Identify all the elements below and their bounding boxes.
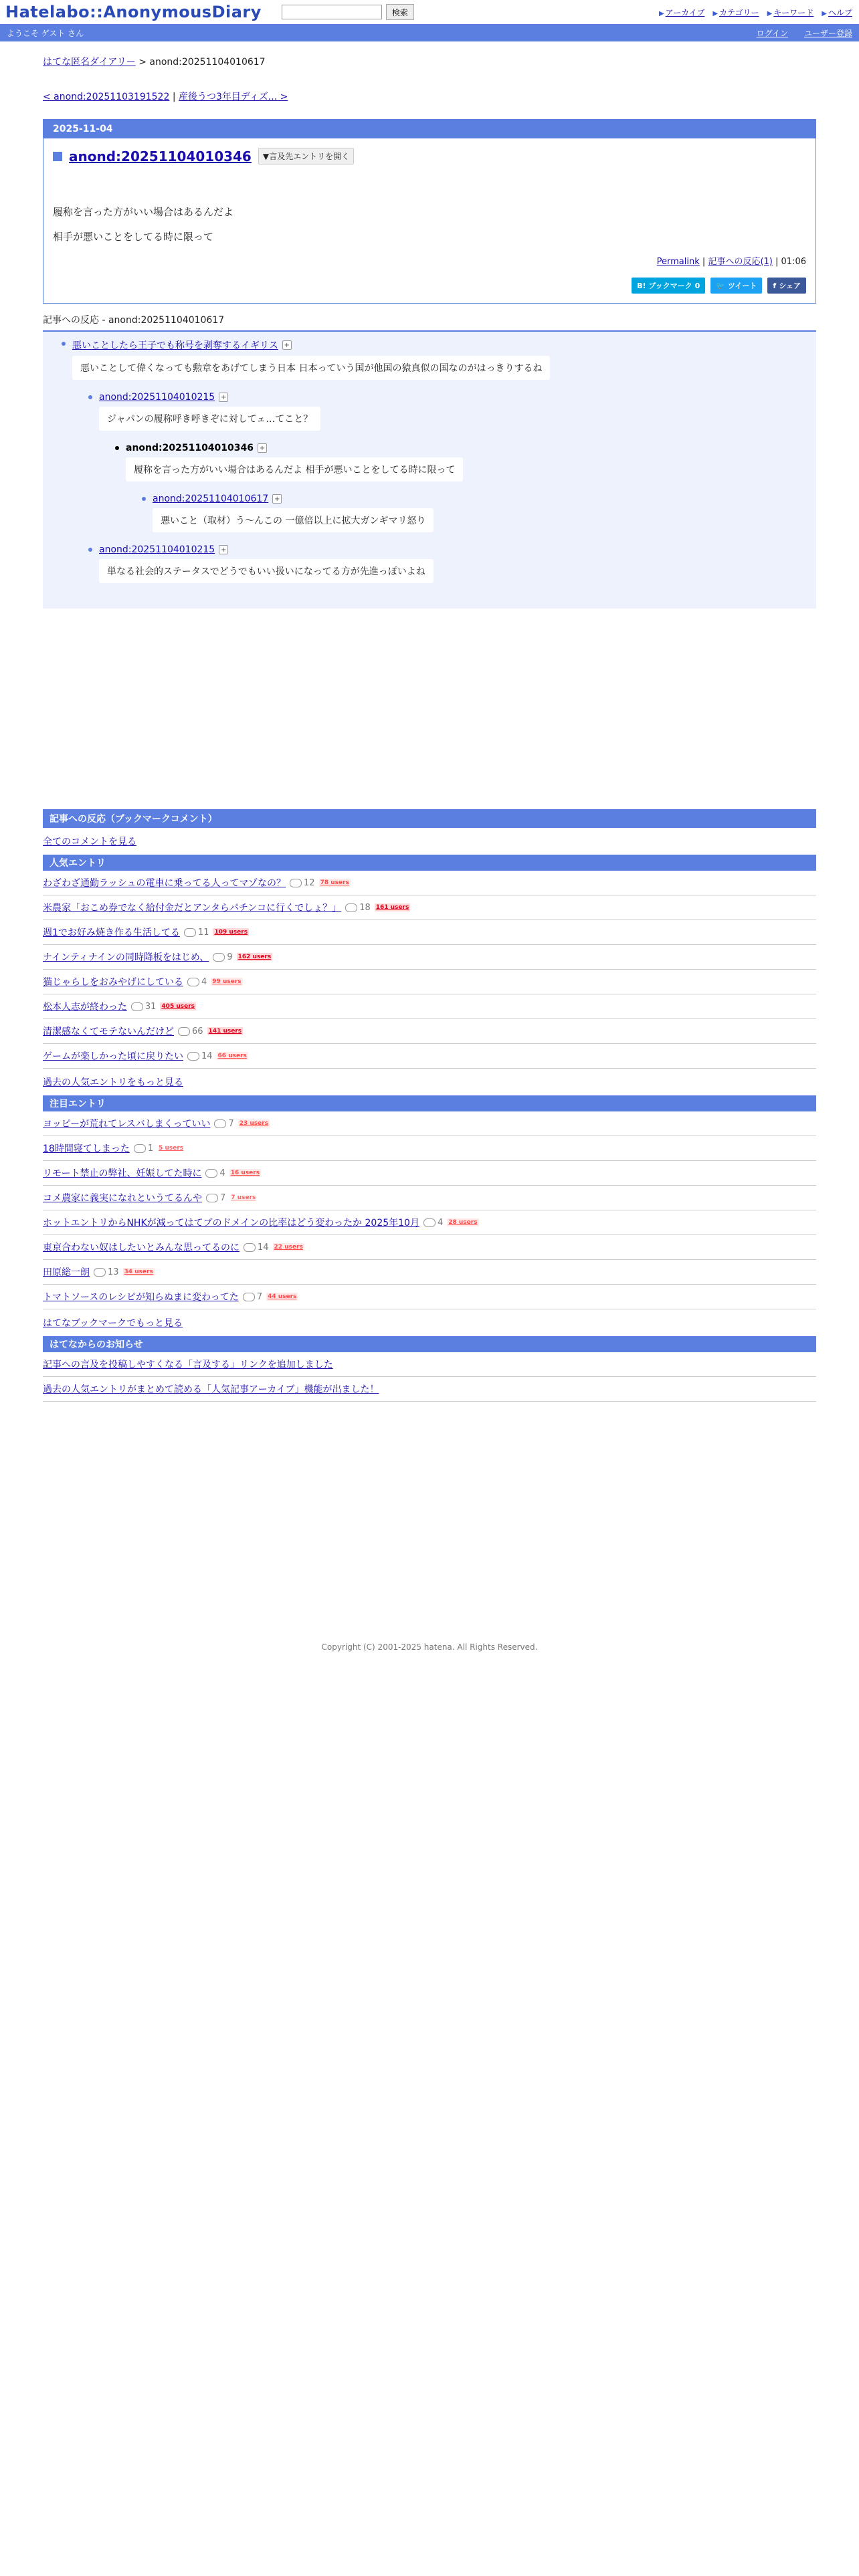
entry-row — [43, 871, 816, 895]
popular-more-link[interactable]: 過去の人気エントリをもっと見る — [43, 1077, 183, 1088]
entry-body — [53, 205, 806, 243]
twitter-icon: 🐦 — [716, 281, 725, 290]
bullet-icon — [115, 446, 119, 450]
comment-count[interactable] — [290, 878, 315, 888]
users-badge[interactable]: 109 users — [214, 929, 248, 936]
users-badge[interactable]: 7 users — [231, 1194, 256, 1201]
users-badge[interactable]: 162 users — [237, 954, 272, 960]
comment-count[interactable] — [134, 1144, 153, 1154]
entry-row — [43, 1285, 816, 1309]
entry-link[interactable]: 松本人志が終わった — [43, 1002, 127, 1012]
all-comments-link[interactable]: 全てのコメントを見る — [43, 837, 136, 847]
bullet-icon — [142, 497, 146, 501]
footer-sep: | — [775, 257, 779, 267]
open-reference-button[interactable]: ▼言及先エントリを開く — [258, 148, 354, 165]
users-badge[interactable]: 161 users — [375, 904, 409, 911]
entry-row — [43, 1235, 816, 1260]
users-badge[interactable]: 66 users — [217, 1053, 247, 1059]
comment-bubble-icon — [213, 953, 225, 962]
users-badge[interactable]: 405 users — [161, 1003, 195, 1010]
comment-count[interactable] — [213, 952, 232, 962]
comment-count[interactable] — [187, 1051, 213, 1061]
entry-link[interactable]: ナインティナインの同時降板をはじめ、 — [43, 952, 209, 963]
expand-icon[interactable]: + — [219, 545, 228, 554]
comment-count[interactable] — [423, 1218, 443, 1228]
day-body — [43, 138, 816, 303]
comment-bubble-icon — [205, 1169, 217, 1178]
comment-count-value: 4 — [201, 976, 207, 987]
entry-row — [43, 945, 816, 970]
register-link[interactable]: ユーザー登録 — [803, 28, 852, 38]
comment-count-value: 4 — [219, 1168, 225, 1178]
tree-node — [99, 392, 816, 532]
tree-node-text: 単なる社会的ステータスでどうでもいい扱いになってる方が先進っぽいよね — [99, 559, 434, 583]
entry-link[interactable]: 週1でお好み焼き作る生活してる — [43, 928, 180, 938]
top-nav — [659, 7, 852, 18]
pager-next[interactable]: 産後うつ3年目ディズ... > — [179, 92, 288, 102]
expand-icon[interactable]: + — [282, 340, 292, 350]
comment-bubble-icon — [134, 1144, 146, 1153]
search-input[interactable] — [282, 5, 382, 19]
nav-category-link[interactable]: カテゴリー — [719, 8, 759, 17]
comment-bubble-icon — [94, 1268, 106, 1277]
entry-row — [43, 1136, 816, 1161]
entry-link[interactable]: 猫じゃらしをおみやげにしている — [43, 977, 183, 988]
entry-row — [43, 920, 816, 945]
triangle-icon: ▶ — [712, 10, 719, 17]
tree-node — [99, 544, 816, 583]
pager-sep: | — [172, 92, 176, 102]
entry-row — [43, 994, 816, 1019]
users-badge[interactable]: 23 users — [239, 1120, 269, 1127]
triangle-icon: ▶ — [767, 10, 773, 17]
comment-count-value: 31 — [145, 1001, 157, 1012]
breadcrumb — [43, 55, 816, 68]
comment-bubble-icon — [184, 928, 196, 937]
entry-link[interactable]: 米農家「おこめ券でなく給付金だとアンタらパチンコに行くでしょ？」 — [43, 903, 342, 914]
entry-row — [43, 1111, 816, 1136]
entry-link[interactable]: トマトソースのレシピが知らぬまに変わってた — [43, 1292, 239, 1303]
comment-count-value: 7 — [220, 1192, 226, 1203]
nav-help[interactable] — [822, 7, 852, 18]
comment-bubble-icon — [187, 1052, 199, 1061]
comment-bubble-icon — [131, 1002, 143, 1011]
comment-count-value: 13 — [108, 1267, 119, 1277]
users-badge[interactable]: 99 users — [212, 978, 242, 985]
notable-entries-header: 注目エントリ — [43, 1095, 816, 1111]
expand-icon[interactable]: + — [272, 494, 282, 504]
day-date: 2025-11-04 — [43, 120, 816, 138]
user-links — [757, 27, 852, 39]
entry-title[interactable]: anond:20251104010346 — [69, 148, 252, 165]
comment-count[interactable] — [184, 928, 209, 938]
entry-link[interactable]: コメ農家に義実になれというてるんや — [43, 1193, 202, 1204]
tree-node-text: 履称を言った方がいい場合はあるんだよ 相手が悪いことをしてる時に限って — [126, 457, 463, 481]
entry-link[interactable]: わざわざ通勤ラッシュの電車に乗ってる人ってマゾなの？ — [43, 878, 286, 889]
news-link[interactable]: 記事への言及を投稿しやすくなる「言及する」リンクを追加しました — [43, 1360, 333, 1370]
popular-entries-list — [43, 871, 816, 1069]
comment-count[interactable] — [206, 1193, 225, 1203]
search-button[interactable]: 検索 — [386, 4, 414, 20]
entry-link[interactable]: 田原総一朗 — [43, 1267, 90, 1278]
popular-entries-header: 人気エントリ — [43, 855, 816, 871]
users-badge[interactable]: 5 users — [159, 1145, 184, 1152]
tree-node-text: 悪いことして偉くなっても勲章をあげてしまう日本 日本っていう国が他国の猿真似の国なのがはっきりするね — [72, 356, 550, 380]
tweet-button[interactable] — [710, 278, 762, 294]
facebook-share-label: シェア — [779, 282, 801, 290]
nav-archive-link[interactable]: アーカイブ — [665, 8, 705, 17]
comment-count[interactable] — [187, 977, 207, 987]
users-badge[interactable]: 22 users — [274, 1244, 303, 1251]
comment-count-value: 14 — [258, 1242, 269, 1253]
hatena-bookmark-label: B! ブックマーク — [637, 282, 692, 290]
entry-row — [43, 1260, 816, 1285]
triangle-icon: ▶ — [822, 10, 827, 17]
comment-count[interactable] — [131, 1002, 157, 1012]
news-item — [43, 1377, 816, 1402]
users-badge[interactable]: 141 users — [208, 1028, 242, 1035]
comment-count-value: 11 — [197, 927, 209, 938]
popular-more-row — [43, 1069, 816, 1095]
entry-link[interactable]: ゲームが楽しかった頃に戻りたい — [43, 1051, 183, 1062]
copyright: Copyright (C) 2001-2025 hatena. All Rights Reserved. — [321, 1642, 538, 1652]
main-content — [43, 55, 816, 1652]
breadcrumb-current: anond:20251104010617 — [149, 57, 266, 68]
entry-title-row — [53, 148, 806, 165]
notable-more-link[interactable]: はてなブックマークでもっと見る — [43, 1318, 183, 1329]
diary-day — [43, 119, 816, 304]
comment-bubble-icon — [178, 1027, 190, 1036]
ad-space — [43, 609, 816, 809]
comment-bubble-icon — [214, 1119, 226, 1128]
tree-node-text: ジャパンの履称呼き呼きぞに対してェ…てこと？ — [99, 407, 320, 431]
comment-count[interactable] — [214, 1119, 233, 1129]
bookmark-comments-header: 記事への反応（ブックマークコメント） — [43, 809, 816, 828]
entry-row — [43, 970, 816, 994]
notable-entries-list — [43, 1111, 816, 1309]
comment-bubble-icon — [187, 978, 199, 986]
news-link[interactable]: 過去の人気エントリがまとめて読める「人気記事アーカイブ」機能が出ました！ — [43, 1384, 379, 1395]
users-badge[interactable]: 44 users — [268, 1293, 297, 1300]
nav-category[interactable] — [712, 7, 759, 18]
entry-row — [43, 1186, 816, 1210]
welcome-text: ようこそ ゲスト さん — [7, 28, 84, 38]
comment-bubble-icon — [206, 1194, 218, 1202]
nav-archive[interactable] — [659, 7, 704, 18]
comment-count-value: 66 — [192, 1026, 203, 1037]
user-bar — [0, 24, 859, 41]
expand-icon[interactable]: + — [219, 393, 228, 402]
nav-keyword[interactable] — [767, 7, 814, 18]
search-area — [282, 4, 414, 20]
permalink[interactable]: Permalink — [656, 257, 700, 267]
tree-node — [72, 338, 816, 583]
tree-node-text: 悪いこと（取材）う〜んこの 一億倍以上に拡大ガンギマリ怒り — [153, 508, 434, 532]
tree-level-4 — [153, 494, 816, 532]
comment-count-value: 7 — [256, 1291, 263, 1302]
hatena-bookmark-count: 0 — [694, 281, 700, 290]
entry-link[interactable]: リモート禁止の弊社、妊娠してた時に — [43, 1168, 202, 1179]
entry-link[interactable]: 18時間寝てしまった — [43, 1144, 130, 1154]
tweet-label: ツイート — [727, 282, 757, 290]
comment-count-value: 18 — [359, 902, 371, 913]
hatena-bookmark-button[interactable] — [632, 278, 705, 294]
comment-bubble-icon — [423, 1218, 436, 1227]
reactions-title: 記事への反応 - anond:20251104010617 — [43, 315, 225, 326]
users-badge[interactable]: 28 users — [448, 1219, 478, 1226]
comment-count[interactable] — [244, 1243, 269, 1253]
tree-level-2 — [99, 392, 816, 583]
facebook-share-button[interactable] — [767, 278, 806, 294]
comment-count-value: 12 — [304, 877, 315, 888]
reaction-tree — [43, 330, 816, 609]
bullet-icon — [88, 548, 92, 552]
pager-prev[interactable]: < anond:20251103191522 — [43, 92, 170, 102]
news-item — [43, 1352, 816, 1377]
tree-node — [153, 494, 816, 532]
expand-icon[interactable]: + — [258, 443, 267, 453]
users-badge[interactable]: 16 users — [230, 1170, 260, 1176]
entry-link[interactable]: ヨッピーが荒れてレスバしまくっていい — [43, 1119, 211, 1130]
share-row — [53, 278, 806, 294]
entry-row — [43, 1019, 816, 1044]
bullet-icon — [62, 342, 66, 346]
entry-paragraph: 相手が悪いことをしてる時に限って — [53, 231, 214, 243]
tree-node-title[interactable]: 悪いことしたら王子でも称号を剥奪するイギリス — [72, 340, 278, 351]
entry-row — [43, 1161, 816, 1186]
tree-node-title[interactable]: anond:20251104010215 — [99, 392, 215, 403]
news-header: はてなからのお知らせ — [43, 1336, 816, 1352]
comment-bubble-icon — [345, 903, 357, 912]
comment-count[interactable] — [345, 903, 371, 913]
comment-count-value: 14 — [201, 1051, 213, 1061]
breadcrumb-sep: > — [138, 57, 147, 68]
entry-link[interactable]: 東京合わない奴はしたいとみんな思ってるのに — [43, 1243, 240, 1253]
comment-bubble-icon — [290, 879, 302, 887]
comment-count[interactable] — [94, 1267, 119, 1277]
comment-bubble-icon — [244, 1243, 256, 1252]
comment-count[interactable] — [178, 1027, 203, 1037]
bullet-icon — [88, 395, 92, 399]
square-icon — [53, 152, 62, 161]
entry-link[interactable]: 清潔感なくてモテないんだけど — [43, 1027, 174, 1037]
comment-count-value: 9 — [227, 952, 233, 962]
triangle-icon: ▶ — [658, 10, 664, 17]
tree-node-title: anond:20251104010346 — [126, 443, 254, 453]
tree-node-current — [126, 443, 816, 532]
comment-count[interactable] — [243, 1292, 262, 1302]
users-badge[interactable]: 34 users — [124, 1269, 153, 1275]
entry-paragraph: 履称を言った方がいい場合はあるんだよ — [53, 206, 234, 218]
entry-row — [43, 895, 816, 920]
all-comments-row — [43, 828, 816, 855]
facebook-icon: f — [773, 281, 777, 290]
entry-footer — [53, 254, 806, 267]
entry-link[interactable]: ホットエントリからNHKが減ってはてブのドメインの比率はどう変わったか 2025年10月 — [43, 1218, 419, 1228]
reaction-link[interactable]: 記事への反応(1) — [708, 257, 773, 267]
pager — [43, 90, 816, 103]
site-logo[interactable]: Hatelabo::AnonymousDiary — [5, 3, 262, 21]
comment-count-value: 1 — [147, 1143, 154, 1154]
breadcrumb-home[interactable]: はてな匿名ダイアリー — [43, 57, 136, 68]
comment-count-value: 7 — [228, 1118, 234, 1129]
entry-row — [43, 1044, 816, 1069]
tree-level-1 — [72, 338, 816, 583]
comment-count-value: 4 — [437, 1217, 444, 1228]
users-badge[interactable]: 78 users — [320, 879, 349, 886]
tree-node-title[interactable]: anond:20251104010617 — [153, 494, 269, 504]
comment-bubble-icon — [243, 1293, 255, 1301]
footer-sep: | — [702, 257, 706, 267]
entry-time: 01:06 — [781, 257, 806, 267]
tree-level-3 — [126, 443, 816, 532]
notable-more-row — [43, 1309, 816, 1336]
nav-help-link[interactable]: ヘルプ — [828, 8, 852, 17]
nav-keyword-link[interactable]: キーワード — [773, 8, 814, 17]
login-link[interactable]: ログイン — [756, 28, 788, 38]
comment-count[interactable] — [205, 1168, 225, 1178]
entry-row — [43, 1210, 816, 1235]
top-header — [0, 0, 859, 24]
tree-node-title[interactable]: anond:20251104010215 — [99, 544, 215, 555]
